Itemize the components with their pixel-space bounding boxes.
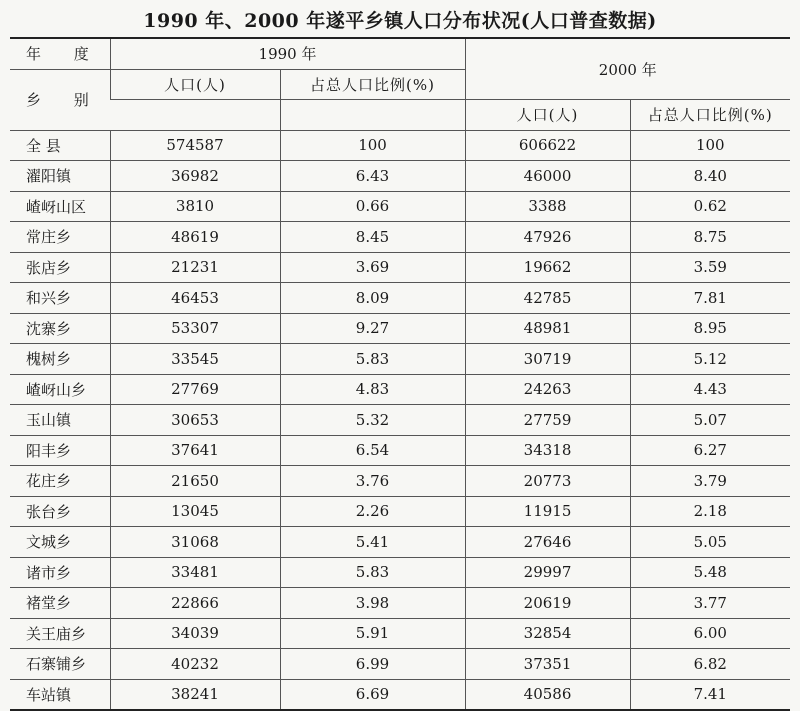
table-row xyxy=(10,618,790,649)
year-1990-header: 1990 年 xyxy=(110,38,465,69)
pop-1990-cell: 37641 xyxy=(110,435,280,466)
table-row xyxy=(10,588,790,619)
region-cell: 玉山镇 xyxy=(10,405,110,436)
ratio-2000-cell: 7.41 xyxy=(630,679,790,710)
region-cell: 关王庙乡 xyxy=(10,618,110,649)
ratio-2000-cell: 3.79 xyxy=(630,466,790,497)
table-row xyxy=(10,374,790,405)
ratio-1990-cell: 2.26 xyxy=(280,496,465,527)
pop-2000-cell: 20773 xyxy=(465,466,630,497)
ratio-2000-cell: 3.59 xyxy=(630,252,790,283)
region-cell: 石寨铺乡 xyxy=(10,649,110,680)
pop-1990-cell: 46453 xyxy=(110,283,280,314)
ratio-1990-cell: 9.27 xyxy=(280,313,465,344)
ratio-2000-cell: 8.40 xyxy=(630,161,790,192)
region-cell: 濯阳镇 xyxy=(10,161,110,192)
region-cell: 沈寨乡 xyxy=(10,313,110,344)
pop-2000-cell: 30719 xyxy=(465,344,630,375)
table-row xyxy=(10,313,790,344)
ratio-1990-cell: 3.76 xyxy=(280,466,465,497)
pop-1990-cell: 22866 xyxy=(110,588,280,619)
year-2000-header: 2000 年 xyxy=(465,38,790,100)
pop-1990-cell: 53307 xyxy=(110,313,280,344)
pop-1990-cell: 13045 xyxy=(110,496,280,527)
pop-1990-cell: 33545 xyxy=(110,344,280,375)
table-row xyxy=(10,527,790,558)
ratio-1990-cell: 5.83 xyxy=(280,344,465,375)
pop-2000-cell: 11915 xyxy=(465,496,630,527)
ratio-1990-cell: 5.32 xyxy=(280,405,465,436)
ratio-1990-cell: 5.41 xyxy=(280,527,465,558)
pop-2000-cell: 40586 xyxy=(465,679,630,710)
ratio-1990-cell: 100 xyxy=(280,130,465,161)
pop-2000-cell: 19662 xyxy=(465,252,630,283)
ratio-1990-cell: 4.83 xyxy=(280,374,465,405)
ratio-1990-cell: 8.09 xyxy=(280,283,465,314)
table-row xyxy=(10,466,790,497)
ratio-2000-cell: 100 xyxy=(630,130,790,161)
table-row xyxy=(10,283,790,314)
region-cell: 槐树乡 xyxy=(10,344,110,375)
table-row xyxy=(10,191,790,222)
header-row-sub-2000 xyxy=(10,100,790,131)
pop-2000-cell: 46000 xyxy=(465,161,630,192)
pop-2000-cell: 29997 xyxy=(465,557,630,588)
table-row xyxy=(10,130,790,161)
ratio-2000-cell: 5.07 xyxy=(630,405,790,436)
ratio-2000-cell: 5.05 xyxy=(630,527,790,558)
ratio-2000-cell: 8.95 xyxy=(630,313,790,344)
pop-1990-header: 人口(人) xyxy=(110,69,280,100)
ratio-1990-header: 占总人口比例(%) xyxy=(280,69,465,100)
pop-2000-cell: 27759 xyxy=(465,405,630,436)
pop-2000-cell: 20619 xyxy=(465,588,630,619)
table-row xyxy=(10,222,790,253)
ratio-2000-cell: 0.62 xyxy=(630,191,790,222)
pop-1990-cell: 3810 xyxy=(110,191,280,222)
ratio-1990-spacer xyxy=(280,100,465,131)
ratio-1990-cell: 6.43 xyxy=(280,161,465,192)
ratio-1990-cell: 5.91 xyxy=(280,618,465,649)
pop-1990-cell: 40232 xyxy=(110,649,280,680)
region-cell: 和兴乡 xyxy=(10,283,110,314)
table-row xyxy=(10,679,790,710)
table-row xyxy=(10,252,790,283)
pop-1990-cell: 36982 xyxy=(110,161,280,192)
pop-2000-cell: 48981 xyxy=(465,313,630,344)
region-cell: 文城乡 xyxy=(10,527,110,558)
region-cell: 全 县 xyxy=(10,130,110,161)
region-cell: 嵖岈山乡 xyxy=(10,374,110,405)
region-cell: 阳丰乡 xyxy=(10,435,110,466)
pop-2000-cell: 3388 xyxy=(465,191,630,222)
pop-2000-cell: 42785 xyxy=(465,283,630,314)
page-title: 1990 年、2000 年遂平乡镇人口分布状况(人口普查数据) xyxy=(143,10,657,32)
pop-1990-cell: 48619 xyxy=(110,222,280,253)
ratio-2000-cell: 6.27 xyxy=(630,435,790,466)
pop-1990-spacer xyxy=(110,100,280,131)
ratio-1990-cell: 3.98 xyxy=(280,588,465,619)
pop-1990-cell: 574587 xyxy=(110,130,280,161)
township-label: 乡 别 xyxy=(10,69,110,130)
ratio-1990-cell: 5.83 xyxy=(280,557,465,588)
ratio-2000-header: 占总人口比例(%) xyxy=(630,100,790,131)
ratio-1990-cell: 6.99 xyxy=(280,649,465,680)
region-cell: 张店乡 xyxy=(10,252,110,283)
table-row xyxy=(10,649,790,680)
pop-2000-cell: 37351 xyxy=(465,649,630,680)
population-table xyxy=(10,37,790,711)
pop-1990-cell: 30653 xyxy=(110,405,280,436)
pop-2000-cell: 24263 xyxy=(465,374,630,405)
region-cell: 褚堂乡 xyxy=(10,588,110,619)
table-row xyxy=(10,496,790,527)
ratio-1990-cell: 8.45 xyxy=(280,222,465,253)
table-body xyxy=(10,38,790,710)
pop-1990-cell: 27769 xyxy=(110,374,280,405)
ratio-2000-cell: 6.00 xyxy=(630,618,790,649)
region-cell: 诸市乡 xyxy=(10,557,110,588)
header-row-year xyxy=(10,38,790,69)
ratio-2000-cell: 5.12 xyxy=(630,344,790,375)
region-cell: 花庄乡 xyxy=(10,466,110,497)
ratio-2000-cell: 6.82 xyxy=(630,649,790,680)
pop-2000-cell: 34318 xyxy=(465,435,630,466)
region-cell: 嵖岈山区 xyxy=(10,191,110,222)
pop-1990-cell: 34039 xyxy=(110,618,280,649)
table-row xyxy=(10,435,790,466)
table-row xyxy=(10,557,790,588)
year-label: 年 度 xyxy=(10,38,110,69)
pop-2000-cell: 27646 xyxy=(465,527,630,558)
pop-2000-header: 人口(人) xyxy=(465,100,630,131)
table-row xyxy=(10,405,790,436)
ratio-2000-cell: 2.18 xyxy=(630,496,790,527)
ratio-1990-cell: 0.66 xyxy=(280,191,465,222)
ratio-2000-cell: 4.43 xyxy=(630,374,790,405)
region-cell: 车站镇 xyxy=(10,679,110,710)
ratio-1990-cell: 3.69 xyxy=(280,252,465,283)
ratio-2000-cell: 8.75 xyxy=(630,222,790,253)
ratio-2000-cell: 7.81 xyxy=(630,283,790,314)
ratio-2000-cell: 3.77 xyxy=(630,588,790,619)
pop-2000-cell: 47926 xyxy=(465,222,630,253)
pop-1990-cell: 31068 xyxy=(110,527,280,558)
pop-1990-cell: 38241 xyxy=(110,679,280,710)
region-cell: 常庄乡 xyxy=(10,222,110,253)
ratio-1990-cell: 6.69 xyxy=(280,679,465,710)
ratio-1990-cell: 6.54 xyxy=(280,435,465,466)
pop-2000-cell: 606622 xyxy=(465,130,630,161)
table-row xyxy=(10,344,790,375)
table-row xyxy=(10,161,790,192)
pop-1990-cell: 21650 xyxy=(110,466,280,497)
pop-2000-cell: 32854 xyxy=(465,618,630,649)
pop-1990-cell: 33481 xyxy=(110,557,280,588)
pop-1990-cell: 21231 xyxy=(110,252,280,283)
ratio-2000-cell: 5.48 xyxy=(630,557,790,588)
region-cell: 张台乡 xyxy=(10,496,110,527)
